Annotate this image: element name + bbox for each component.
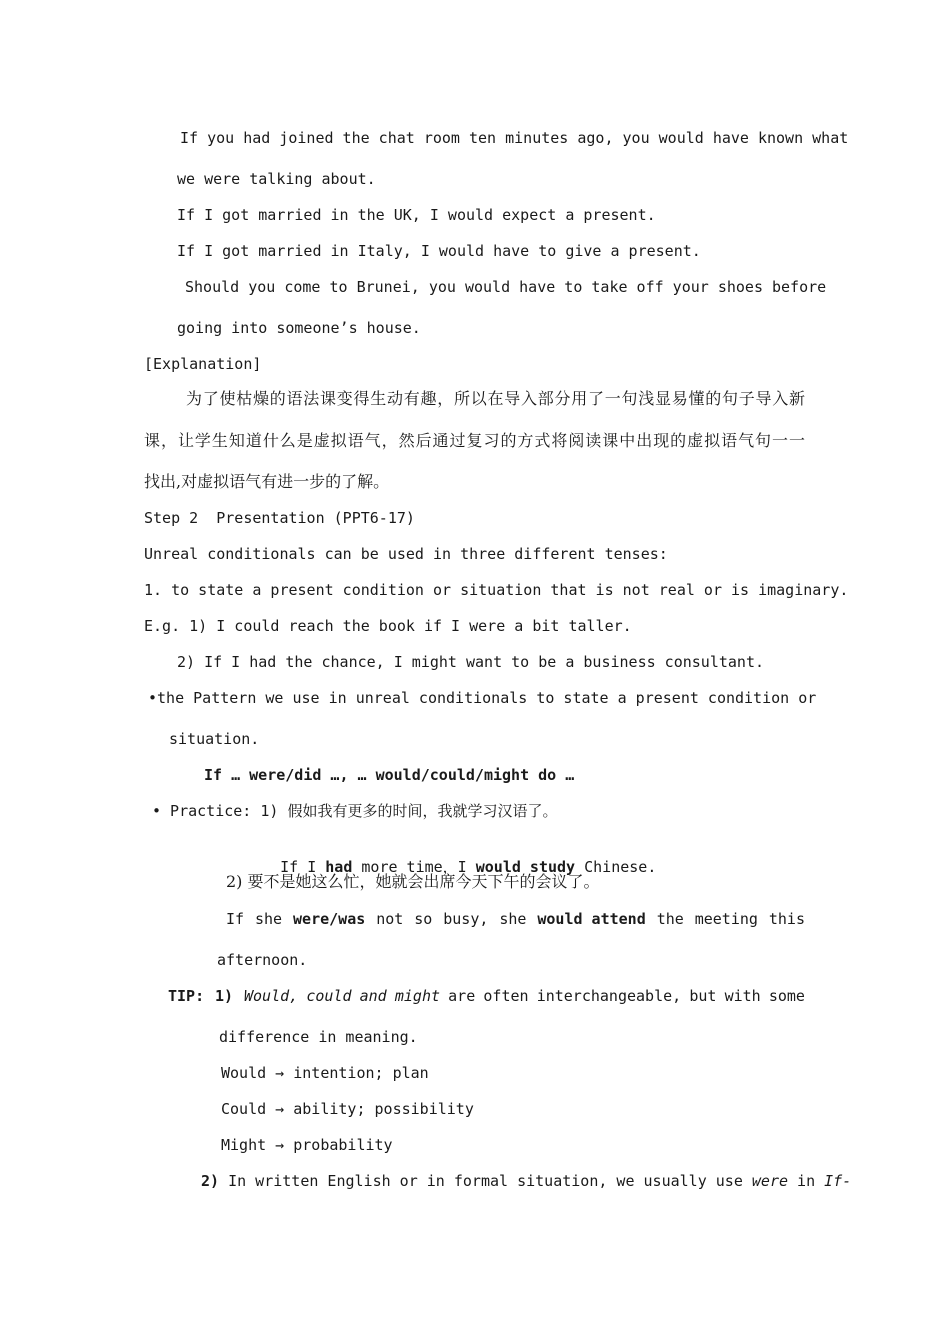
answer-keyword: would attend — [537, 910, 646, 928]
tip-could: Could → ability; possibility — [221, 1100, 474, 1118]
tip-word: with — [724, 987, 761, 1005]
answer-text: more time，I — [352, 858, 476, 876]
pattern-bullet-a: •the Pattern we use in unreal conditionals to state a present condition or — [148, 689, 817, 707]
example-line-1a: If you had joined the chat room ten minutes ago, you would have known what — [180, 129, 849, 147]
tip-word: are — [448, 987, 476, 1005]
step2-heading: Step 2 Presentation (PPT6-17) — [144, 509, 415, 527]
tip-might: Might → probability — [221, 1136, 393, 1154]
practice-question-1: • Practice: 1) 假如我有更多的时间，我就学习汉语了。 — [152, 802, 558, 820]
tip-line-1b: difference in meaning. — [219, 1028, 418, 1046]
explanation-line-1: 为了使枯燥的语法课变得生动有趣，所以在导入部分用了一句浅显易懂的句子导入新 — [186, 389, 805, 408]
practice-answer-2 — [226, 909, 805, 929]
answer-word: meeting — [694, 910, 758, 928]
tip-number-1: 1) — [215, 987, 234, 1005]
step2-example-1: E.g. 1) I could reach the book if I were a bit taller. — [144, 617, 632, 635]
tip-word: some — [768, 987, 805, 1005]
answer-keyword: had — [325, 858, 353, 876]
tip-word: interchangeable, — [536, 987, 682, 1005]
tip-line-2 — [201, 1171, 851, 1191]
answer-word: she — [255, 910, 283, 928]
answer-keyword: would study — [475, 858, 576, 876]
tip-modal: Would, — [244, 987, 299, 1005]
answer-word: she — [499, 910, 527, 928]
tip-number-2: 2) — [201, 1172, 220, 1190]
answer-word: not — [376, 910, 404, 928]
answer-word: If — [226, 910, 245, 928]
explanation-heading: [Explanation] — [144, 355, 262, 373]
example-line-4a: Should you come to Brunei, you would have to take off your shoes before — [185, 278, 827, 296]
answer-keyword: were/was — [293, 910, 366, 928]
tip-modal: might — [394, 987, 441, 1005]
tip-label: TIP: — [168, 987, 205, 1005]
tip-text: In written English or in formal situation, we usually use — [219, 1172, 752, 1190]
tip-modal: could — [306, 987, 352, 1005]
tip-word: often — [483, 987, 529, 1005]
step2-point-1: 1. to state a present condition or situation that is not real or is imaginary. — [144, 581, 849, 599]
answer-word: busy, — [443, 910, 489, 928]
example-line-3: If I got married in Italy, I would have to give a present. — [177, 242, 701, 260]
practice-question-2: 2) 要不是她这么忙，她就会出席今天下午的会议了。 — [226, 872, 600, 891]
example-line-4b: going into someone’s house. — [177, 319, 421, 337]
tip-em: If- — [824, 1172, 852, 1190]
explanation-line-3: 找出,对虚拟语气有进一步的了解。 — [144, 472, 390, 491]
answer-word: the — [656, 910, 684, 928]
step2-intro: Unreal conditionals can be used in three different tenses: — [144, 545, 668, 563]
answer-text: If I — [280, 858, 326, 876]
answer-text: Chinese. — [575, 858, 657, 876]
tip-text: in — [788, 1172, 825, 1190]
tip-word: but — [689, 987, 717, 1005]
step2-example-2: 2) If I had the chance, I might want to be a business consultant. — [177, 653, 764, 671]
answer-word: this — [768, 910, 805, 928]
tip-would: Would → intention; plan — [221, 1064, 429, 1082]
tip-em: were — [751, 1172, 789, 1190]
example-line-1b: we were talking about. — [177, 170, 376, 188]
explanation-line-2: 课，让学生知道什么是虚拟语气，然后通过复习的方式将阅读课中出现的虚拟语气句一一 — [144, 431, 805, 450]
pattern-bullet-b: situation. — [169, 730, 260, 748]
example-line-2: If I got married in the UK, I would expect a present. — [177, 206, 656, 224]
practice-answer-2-cont: afternoon. — [217, 951, 308, 969]
answer-word: so — [414, 910, 433, 928]
tip-line-1a — [244, 986, 805, 1006]
tip-modal: and — [359, 987, 387, 1005]
pattern-formula: If … were/did …, … would/could/might do … — [204, 766, 575, 784]
